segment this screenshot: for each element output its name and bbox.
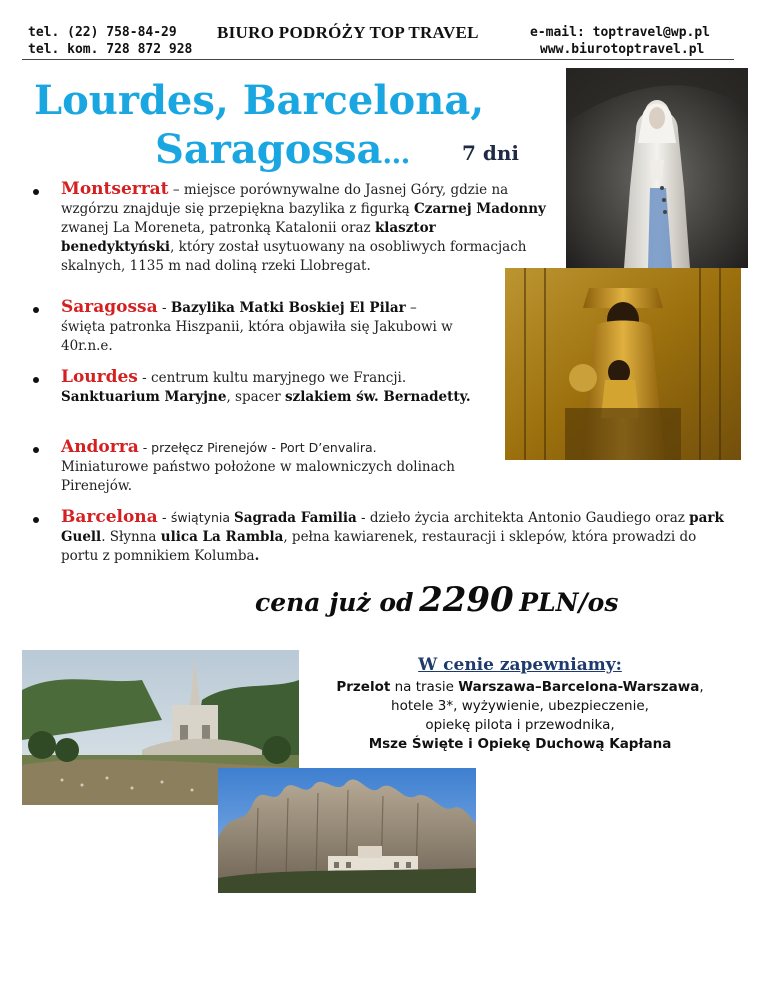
list-bullet [33, 517, 39, 523]
list-item-montserrat: Montserrat – miejsce porównywalne do Jasnej Góry, gdzie na wzgórzu znajduje się przepiękna bazylika z figurką Czarnej Madonny zwanej La Moreneta, patronką Katalonii oraz klasztor benedyktyński, który został usytuowany na osobliwych formacjach skalnych, 1135 m nad doliną rzeki Llobregat. [61, 179, 546, 274]
black-madonna-photo [505, 268, 741, 460]
destination-montserrat: Montserrat [61, 179, 169, 199]
included-section [300, 656, 740, 754]
montserrat-photo [218, 768, 476, 893]
title-line-1: Lourdes, Barcelona, [34, 77, 485, 124]
included-title: W cenie zapewniamy: [418, 655, 622, 675]
trip-duration: 7 dni [462, 141, 520, 165]
email-address[interactable]: e-mail: toptravel@wp.pl [530, 25, 711, 40]
website-link[interactable]: www.biurotoptravel.pl [540, 42, 705, 57]
price-prefix: cena już od [255, 588, 414, 617]
list-item-lourdes: Lourdes - centrum kultu maryjnego we Francji. Sanktuarium Maryjne, spacer szlakiem św. Bernadetty. [61, 367, 471, 405]
agency-name: BIURO PODRÓŻY TOP TRAVEL [217, 23, 479, 42]
list-bullet [33, 447, 39, 453]
price-unit: PLN/os [519, 588, 619, 617]
list-bullet [33, 307, 39, 313]
included-flight: Przelot na trasie Warszawa–Barcelona-Warszawa, [336, 679, 704, 695]
included-mass: Msze Święte i Opiekę Duchową Kapłana [368, 736, 672, 752]
list-item-andorra: Andorra - przełęcz Pirenejów - Port D’envalira. Miniaturowe państwo położone w malowniczych dolinach Pirenejów. [61, 437, 455, 494]
price-amount: 2290 [419, 580, 514, 620]
list-item-saragossa: Saragossa - Bazylika Matki Boskiej El Pilar – święta patronka Hiszpanii, która objawiła się Jakubowi w 40r.n.e. [61, 297, 453, 354]
header-divider [22, 59, 734, 60]
destination-barcelona: Barcelona [61, 507, 158, 527]
list-bullet [33, 189, 39, 195]
destination-lourdes: Lourdes [61, 367, 138, 387]
title-line-2: Saragossa… [155, 126, 411, 173]
destination-saragossa: Saragossa [61, 297, 158, 317]
lourdes-statue-photo [566, 68, 748, 268]
included-guide: opiekę pilota i przewodnika, [425, 717, 615, 733]
phone-number: tel. (22) 758-84-29 [28, 25, 177, 40]
mobile-number: tel. kom. 728 872 928 [28, 42, 193, 57]
list-bullet [33, 377, 39, 383]
destination-andorra: Andorra [61, 437, 139, 457]
included-hotel: hotele 3*, wyżywienie, ubezpieczenie, [391, 698, 649, 714]
price-line [255, 580, 618, 620]
list-item-barcelona: Barcelona - świątynia Sagrada Familia - dzieło życia architekta Antonio Gaudiego oraz park Guell. Słynna ulica La Rambla, pełna kawiarenek, restauracji i sklepów, która prowadzi do portu z pomnikiem Kolumba. [61, 507, 724, 564]
